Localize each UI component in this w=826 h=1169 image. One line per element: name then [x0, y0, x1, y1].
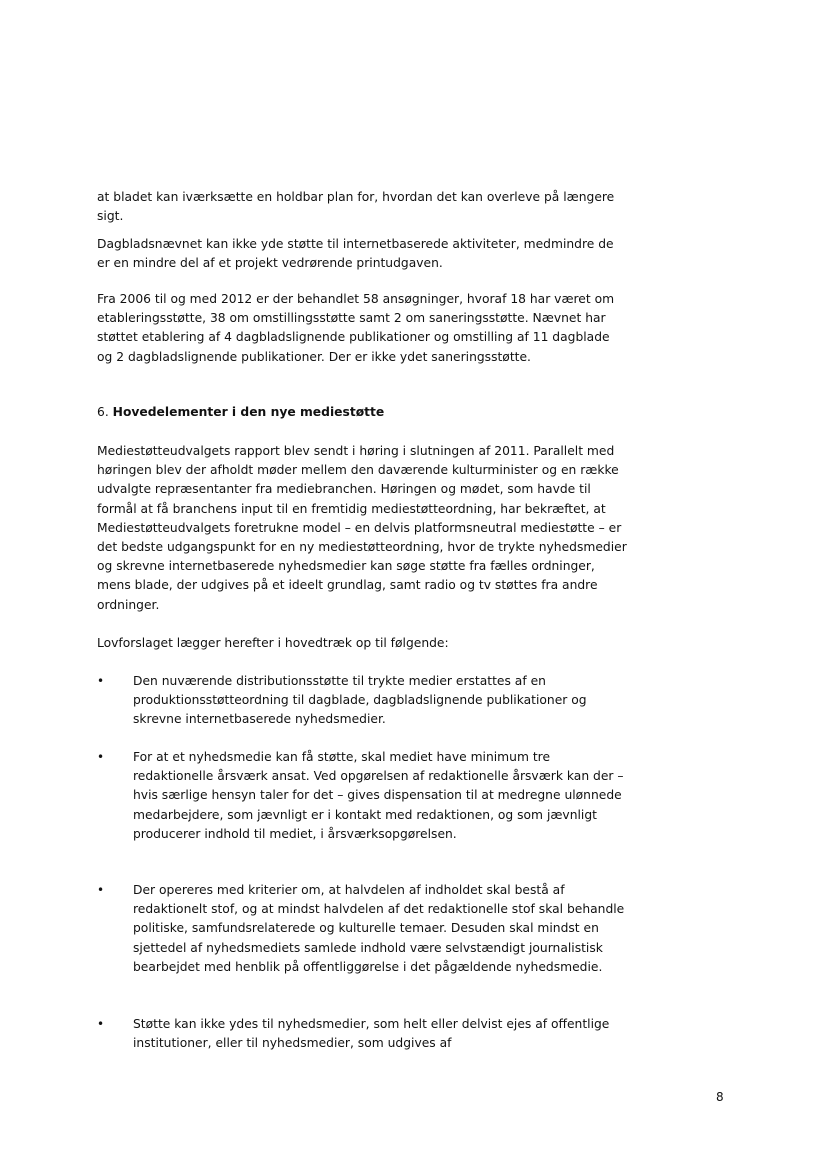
list-item-text: Støtte kan ikke ydes til nyhedsmedier, som helt eller delvist ejes af offentlige institutioner, eller til nyhedsmedier, som udgives af: [133, 1017, 610, 1051]
section-heading: [97, 403, 384, 422]
list-item-text: Den nuværende distributionsstøtte til trykte medier erstattes af en produktionsstøtteordning til dagblade, dagbladslignende publikationer og skrevne internetbaserede nyhedsmedier.: [133, 674, 587, 727]
paragraph-hearing: Mediestøtteudvalgets rapport blev sendt i høring i slutningen af 2011. Parallelt med høringen blev der afholdt møder mellem den daværende kulturminister og en række udvalgte repræsentanter fra mediebranchen. Høringen og mødet, som havde til formål at få branchens input til en fremtidig mediestøtteordning, har bekræftet, at Mediestøtteudvalgets foretrukne model – en delvis platformsneutral mediestøtte – er det bedste udgangspunkt for en ny mediestøtteordning, hvor de trykte nyhedsmedier og skrevne internetbaserede nyhedsmedier kan søge støtte fra fælles ordninger, mens blade, der udgives på et ideelt grundlag, samt radio og tv støttes fra andre ordninger.: [97, 444, 627, 612]
bullet-icon: •: [97, 883, 105, 897]
paragraph-applications: Fra 2006 til og med 2012 er der behandlet 58 ansøgninger, hvoraf 18 har været om etableringsstøtte, 38 om omstillingsstøtte samt 2 om saneringsstøtte. Nævnet har støttet etablering af 4 dagbladslignende publikationer og omstilling af 11 dagblade og 2 dagbladslignende publikationer. Der er ikke ydet saneringsstøtte.: [97, 292, 615, 364]
paragraph-internet-support: Dagbladsnævnet kan ikke yde støtte til internetbaserede aktiviteter, medmindre de er en mindre del af et projekt vedrørende printudgaven.: [97, 237, 614, 271]
page-number: 8: [716, 1090, 724, 1104]
bullet-icon: •: [97, 1017, 105, 1031]
section-number: 6.: [97, 405, 109, 419]
list-item-text: For at et nyhedsmedie kan få støtte, skal mediet have minimum tre redaktionelle årsværk ansat. Ved opgørelsen af redaktionelle årsværk kan der – hvis særlige hensyn taler for det – gives dispensation til at medregne ulønnede medarbejdere, som jævnligt er i kontakt med redaktionen, og som jævnligt producerer indhold til mediet, i årsværksopgørelsen.: [133, 750, 624, 841]
bullet-icon: •: [97, 674, 105, 688]
bullet-icon: •: [97, 750, 105, 764]
section-title: Hovedelementer i den nye mediestøtte: [112, 405, 385, 419]
paragraph-plan: at bladet kan iværksætte en holdbar plan for, hvordan det kan overleve på længere sigt.: [97, 190, 615, 224]
paragraph-bill-intro: Lovforslaget lægger herefter i hovedtræk op til følgende:: [97, 636, 449, 650]
list-item-text: Der opereres med kriterier om, at halvdelen af indholdet skal bestå af redaktionelt stof, og at mindst halvdelen af det redaktionelle stof skal behandle politiske, samfundsrelaterede og kulturelle temaer. Desuden skal mindst en sjettedel af nyhedsmediets samlede indhold være selvstændigt journalistisk bearbejdet med henblik på offentliggørelse i det pågældende nyhedsmedie.: [133, 883, 625, 974]
